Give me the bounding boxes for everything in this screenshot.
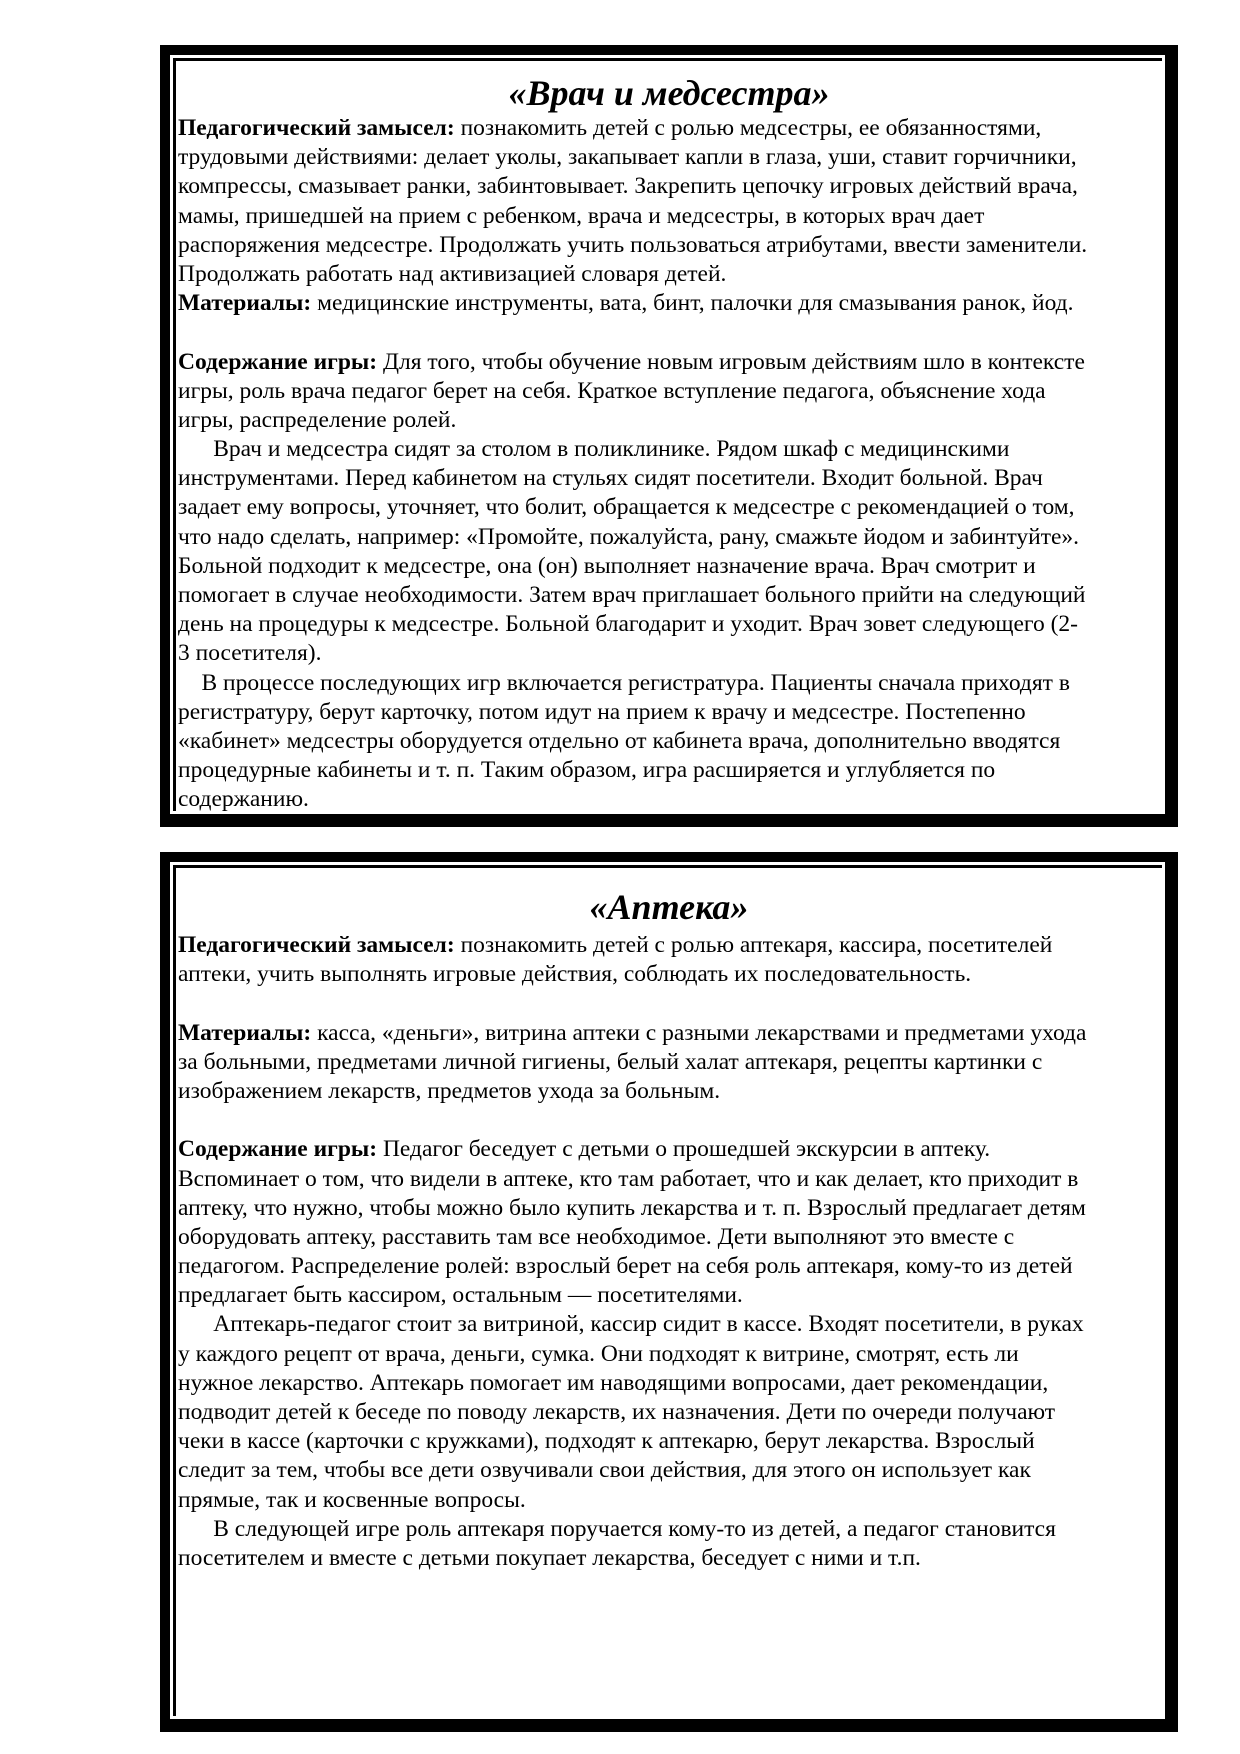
section-label: Материалы: (178, 290, 312, 317)
text-line (178, 1398, 1162, 1427)
text-line (178, 143, 1162, 172)
line-text: Врач и медсестра сидят за столом в поликлинике. Рядом шкаф с медицинскими (178, 436, 1010, 463)
text-line (178, 669, 1162, 698)
text-line (178, 1252, 1162, 1281)
blank-line (178, 1106, 1162, 1135)
text-line (178, 523, 1162, 552)
paragraph (178, 435, 1162, 669)
line-text: следит за тем, чтобы все дети озвучивали свои действия, для этого он использует как (178, 1457, 1031, 1484)
line-text: В следующей игре роль аптекаря поручается кому-то из детей, а педагог становится (178, 1515, 1056, 1542)
paragraph (178, 1515, 1162, 1573)
line-text: Для того, чтобы обучение новым игровым действиям шло в контексте (377, 348, 1085, 375)
text-line (178, 581, 1162, 610)
text-line (178, 406, 1162, 435)
text-line (178, 1544, 1162, 1573)
text-line (178, 552, 1162, 581)
line-text: изображением лекарств, предметов ухода за больным. (178, 1077, 721, 1104)
paragraph (178, 1019, 1162, 1107)
text-line (178, 639, 1162, 668)
text-line (178, 698, 1162, 727)
line-text: педагогом. Распределение ролей: взрослый берет на себя роль аптекаря, кому-то из детей (178, 1253, 1073, 1280)
paragraph (178, 1135, 1162, 1310)
line-text: помогает в случае необходимости. Затем врач приглашает больного прийти на следующий (178, 582, 1086, 608)
text-line (178, 289, 1162, 318)
line-text: игры, распределение ролей. (178, 406, 457, 433)
line-text: задает ему вопросы, уточняет, что болит, обращается к медсестре с рекомендацией о том, (178, 494, 1075, 521)
line-text: касса, «деньги», витрина аптеки с разными лекарствами и предметами ухода (311, 1019, 1087, 1046)
line-text: содержанию. (178, 786, 309, 813)
text-line (178, 114, 1162, 143)
line-text: познакомить детей с ролью медсестры, ее обязанностями, (454, 115, 1042, 141)
text-line (178, 348, 1162, 377)
paragraph (178, 348, 1162, 436)
line-text: прямые, так и косвенные вопросы. (178, 1486, 526, 1513)
text-line (178, 1019, 1162, 1048)
paragraph (178, 114, 1162, 289)
text-line (178, 260, 1162, 289)
line-text: у каждого рецепт от врача, деньги, сумка. Они подходят к витрине, смотрят, есть ли (178, 1340, 1019, 1367)
line-text: инструментами. Перед кабинетом на стульях сидят посетители. Входит больной. Врач (178, 465, 1043, 492)
paragraph (178, 931, 1162, 989)
line-text: Больной подходит к медсестре, она (он) выполняет назначение врача. Врач смотрит и (178, 552, 1036, 579)
line-text: чеки в кассе (карточки с кружками), подходят к аптекарю, берут лекарства. Взрослый (178, 1428, 1035, 1455)
line-text: процедурные кабинеты и т. п. Таким образом, игра расширяется и углубляется по (178, 757, 996, 784)
blank-line (178, 989, 1162, 1018)
text-line (178, 1223, 1162, 1252)
line-text: Педагог беседует с детьми о прошедшей экскурсии в аптеку. (377, 1136, 991, 1163)
blank-line (178, 318, 1162, 347)
text-line (178, 727, 1162, 756)
line-text: Продолжать работать над активизацией словаря детей. (178, 260, 727, 287)
text-line (178, 1515, 1162, 1544)
line-text: медицинские инструменты, вата, бинт, палочки для смазывания ранок, йод. (311, 290, 1074, 317)
text-line (178, 202, 1162, 231)
paragraph (178, 289, 1162, 318)
game-card-doctor-nurse (160, 45, 1168, 817)
text-line (178, 1486, 1162, 1515)
section-label: Педагогический замысел: (178, 115, 455, 141)
text-line (178, 1135, 1162, 1164)
text-line (178, 610, 1162, 639)
paragraph (178, 669, 1162, 815)
line-text: В процессе последующих игр включается регистратура. Пациенты сначала приходят в (178, 669, 1070, 696)
line-text: оборудовать аптеку, расставить там все необходимое. Дети выполняют это вместе с (178, 1223, 1015, 1250)
line-text: что надо сделать, например: «Промойте, пожалуйста, рану, смажьте йодом и забинтуйте». (178, 523, 1080, 550)
card-title: «Врач и медсестра» (508, 73, 830, 113)
text-line (178, 1165, 1162, 1194)
text-line (178, 493, 1162, 522)
text-line (178, 1077, 1162, 1106)
line-text: мамы, пришедшей на прием с ребенком, врача и медсестры, в которых врач дает (178, 202, 985, 229)
line-text: день на процедуры к медсестре. Больной благодарит и уходит. Врач зовет следующего (2- (178, 611, 1078, 638)
line-text: компрессы, смазывает ранки, забинтовывает. Закрепить цепочку игровых действий врача, (178, 173, 1078, 200)
text-line (178, 464, 1162, 493)
card-title: «Аптека» (589, 887, 749, 927)
line-text: аптеку, что нужно, чтобы можно было купить лекарства и т. п. Взрослый предлагает детям (178, 1194, 1086, 1221)
card-inner-frame (173, 58, 1162, 811)
section-label: Материалы: (178, 1019, 312, 1046)
text-line (178, 1048, 1162, 1077)
card-body (178, 114, 1162, 815)
section-label: Педагогический замысел: (178, 932, 455, 958)
text-line (178, 1281, 1162, 1310)
line-text: подводит детей к беседе по поводу лекарств, их назначения. Дети по очереди получают (178, 1399, 1056, 1425)
text-line (178, 1369, 1162, 1398)
text-line (178, 377, 1162, 406)
text-line (178, 931, 1162, 960)
text-line (178, 756, 1162, 785)
paragraph (178, 1310, 1162, 1514)
line-text: Аптекарь-педагог стоит за витриной, кассир сидит в кассе. Входят посетители, в руках (178, 1311, 1084, 1338)
line-text: нужное лекарство. Аптекарь помогает им наводящими вопросами, дает рекомендации, (178, 1369, 1049, 1396)
text-line (178, 1427, 1162, 1456)
line-text: 3 посетителя). (178, 640, 322, 667)
line-text: регистратуру, берут карточку, потом идут на прием к врачу и медсестре. Постепенно (178, 698, 1026, 725)
line-text: распоряжения медсестре. Продолжать учить пользоваться атрибутами, ввести заменители. (178, 231, 1088, 258)
text-line (178, 172, 1162, 201)
line-text: познакомить детей с ролью аптекаря, кассира, посетителей (454, 932, 1053, 958)
line-text: Вспоминает о том, что видели в аптеке, кто там работает, что и как делает, кто приходит в (178, 1165, 1079, 1192)
text-line (178, 1456, 1162, 1485)
card-inner-frame (173, 865, 1162, 1716)
text-line (178, 1310, 1162, 1339)
line-text: за больными, предметами личной гигиены, белый халат аптекаря, рецепты картинки с (178, 1048, 1043, 1075)
text-line (178, 960, 1162, 989)
line-text: предлагает быть кассиром, остальным — посетителями. (178, 1282, 743, 1309)
card-body (178, 931, 1162, 1573)
line-text: игры, роль врача педагог берет на себя. Краткое вступление педагога, объяснение хода (178, 377, 1046, 404)
section-label: Содержание игры: (178, 1136, 378, 1163)
line-text: «кабинет» медсестры оборудуется отдельно от кабинета врача, дополнительно вводятся (178, 727, 1061, 754)
text-line (178, 1194, 1162, 1223)
line-text: аптеки, учить выполнять игровые действия, соблюдать их последовательность. (178, 961, 972, 988)
line-text: посетителем и вместе с детьми покупает лекарства, беседует с ними и т.п. (178, 1544, 921, 1571)
section-label: Содержание игры: (178, 348, 378, 375)
text-line (178, 1340, 1162, 1369)
text-line (178, 435, 1162, 464)
game-card-pharmacy (160, 852, 1168, 1722)
line-text: трудовыми действиями: делает уколы, закапывает капли в глаза, уши, ставит горчичники, (178, 144, 1077, 171)
text-line (178, 785, 1162, 814)
text-line (178, 231, 1162, 260)
